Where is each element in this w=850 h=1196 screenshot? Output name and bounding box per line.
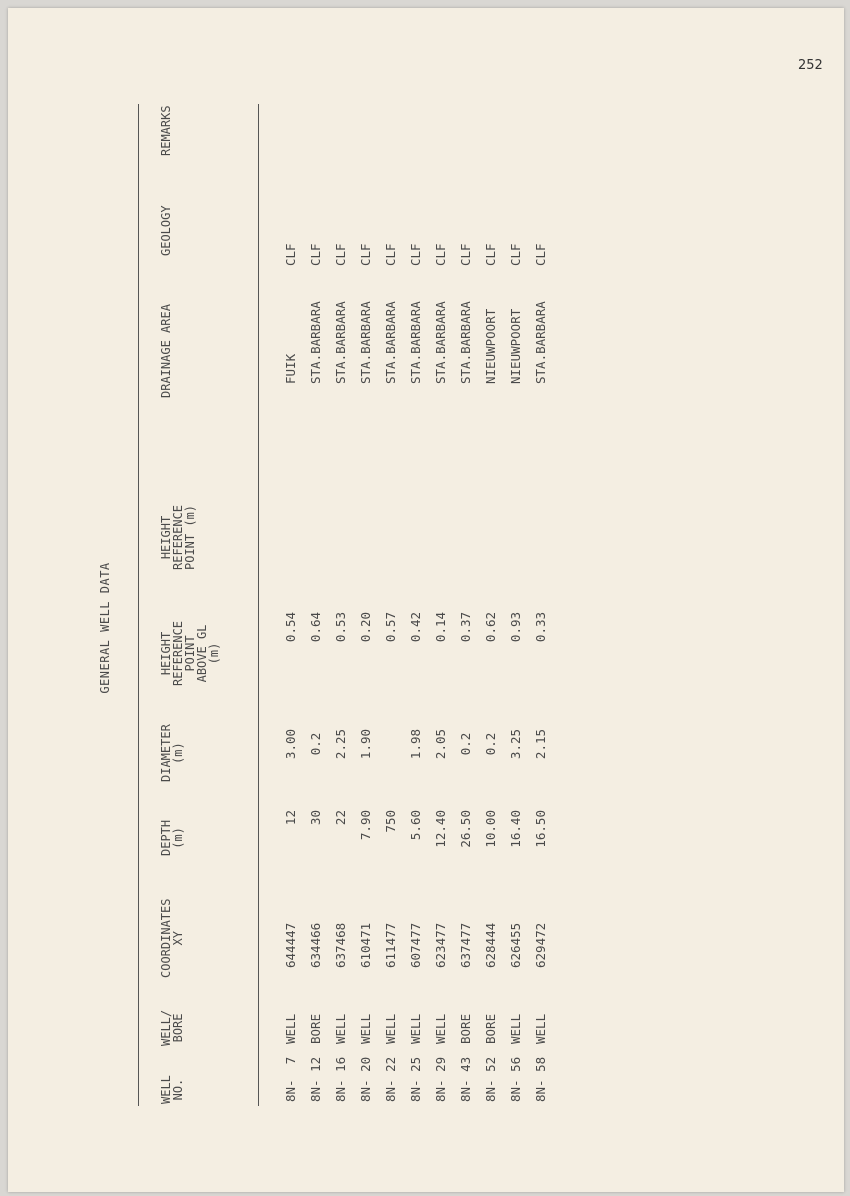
cell-diameter: 0.2 — [308, 732, 323, 756]
cell-well-no: 8N- 52 — [483, 1056, 498, 1102]
cell-coordinates: 634466 — [308, 922, 323, 968]
cell-well-bore: BORE — [458, 1013, 473, 1044]
cell-drainage-area: STA.BARBARA — [383, 301, 398, 384]
cell-drainage-area: STA.BARBARA — [433, 301, 448, 384]
cell-height-gl: 0.42 — [408, 611, 423, 643]
cell-coordinates: 628444 — [483, 922, 498, 968]
cell-diameter: 1.90 — [358, 728, 373, 760]
cell-geology: CLF — [533, 243, 548, 266]
cell-well-bore: WELL — [508, 1013, 523, 1044]
cell-height-gl: 0.14 — [433, 611, 448, 643]
cell-depth: 7.90 — [358, 810, 373, 841]
cell-drainage-area: STA.BARBARA — [308, 301, 323, 384]
header-drainage-area: DRAINAGE AREA — [159, 304, 173, 398]
cell-diameter: 0.2 — [458, 732, 473, 756]
cell-well-no: 8N- 16 — [333, 1056, 348, 1102]
cell-geology: CLF — [408, 243, 423, 266]
cell-well-no: 8N- 20 — [358, 1056, 373, 1102]
header-depth: DEPTH (m) — [159, 819, 185, 856]
table-row — [484, 8, 498, 1192]
header-diameter: DIAMETER (m) — [159, 724, 185, 782]
header-height-gl: HEIGHT REFERENCE POINT ABOVE GL (m) — [159, 620, 221, 686]
cell-well-no: 8N- 58 — [533, 1056, 548, 1102]
cell-well-no: 8N- 56 — [508, 1056, 523, 1102]
table-row — [459, 8, 473, 1192]
table-row — [534, 8, 548, 1192]
cell-coordinates: 629472 — [533, 922, 548, 968]
cell-well-bore: WELL — [433, 1013, 448, 1044]
cell-well-bore: BORE — [308, 1013, 323, 1044]
table-row — [509, 8, 523, 1192]
cell-coordinates: 623477 — [433, 922, 448, 968]
table-row — [334, 8, 348, 1192]
rotated-table-area — [8, 8, 844, 1192]
cell-diameter: 2.25 — [333, 728, 348, 760]
table-row — [384, 8, 398, 1192]
cell-depth: 22 — [333, 810, 348, 826]
cell-coordinates: 644447 — [283, 922, 298, 968]
cell-geology: CLF — [433, 243, 448, 266]
cell-diameter: 2.05 — [433, 728, 448, 760]
header-top-rule — [138, 104, 139, 1106]
cell-depth: 750 — [383, 810, 398, 833]
cell-geology: CLF — [283, 243, 298, 266]
cell-well-bore: BORE — [483, 1013, 498, 1044]
cell-geology: CLF — [383, 243, 398, 266]
cell-depth: 30 — [308, 810, 323, 826]
header-bottom-rule — [258, 104, 259, 1106]
cell-drainage-area: STA.BARBARA — [358, 301, 373, 384]
cell-depth: 10.00 — [483, 810, 498, 848]
cell-height-gl: 0.37 — [458, 611, 473, 643]
cell-height-gl: 0.54 — [283, 611, 298, 643]
cell-well-no: 8N- 7 — [283, 1056, 298, 1102]
cell-drainage-area: NIEUWPOORT — [508, 308, 523, 384]
cell-drainage-area: FUIK — [283, 353, 298, 384]
header-geology: GEOLOGY — [159, 205, 173, 256]
cell-geology: CLF — [483, 243, 498, 266]
cell-depth: 16.40 — [508, 810, 523, 848]
cell-drainage-area: NIEUWPOORT — [483, 308, 498, 384]
cell-coordinates: 607477 — [408, 922, 423, 968]
document-page — [8, 8, 844, 1192]
cell-height-gl: 0.33 — [533, 611, 548, 643]
table-row — [434, 8, 448, 1192]
cell-height-gl: 0.53 — [333, 611, 348, 643]
header-remarks: REMARKS — [159, 105, 173, 156]
cell-coordinates: 637477 — [458, 922, 473, 968]
cell-drainage-area: STA.BARBARA — [408, 301, 423, 384]
cell-geology: CLF — [333, 243, 348, 266]
cell-depth: 12.40 — [433, 810, 448, 848]
cell-well-no: 8N- 25 — [408, 1056, 423, 1102]
header-well-bore: WELL/ BORE — [159, 1009, 185, 1046]
cell-drainage-area: STA.BARBARA — [458, 301, 473, 384]
table-row — [309, 8, 323, 1192]
cell-geology: CLF — [508, 243, 523, 266]
header-height-ref: HEIGHT REFERENCE POINT (m) — [159, 504, 197, 570]
cell-depth: 5.60 — [408, 810, 423, 841]
cell-coordinates: 611477 — [383, 922, 398, 968]
cell-well-bore: WELL — [533, 1013, 548, 1044]
header-well-no: WELL NO. — [159, 1075, 185, 1104]
cell-well-bore: WELL — [383, 1013, 398, 1044]
cell-geology: CLF — [308, 243, 323, 266]
cell-well-no: 8N- 43 — [458, 1056, 473, 1102]
cell-height-gl: 0.62 — [483, 611, 498, 643]
cell-diameter: 3.00 — [283, 728, 298, 760]
cell-depth: 16.50 — [533, 810, 548, 848]
cell-well-bore: WELL — [408, 1013, 423, 1044]
header-coordinates: COORDINATES XY — [159, 898, 185, 978]
cell-well-bore: WELL — [333, 1013, 348, 1044]
cell-well-bore: WELL — [358, 1013, 373, 1044]
table-row — [359, 8, 373, 1192]
cell-height-gl: 0.57 — [383, 611, 398, 643]
cell-coordinates: 610471 — [358, 922, 373, 968]
cell-coordinates: 626455 — [508, 922, 523, 968]
table-row — [284, 8, 298, 1192]
cell-diameter: 3.25 — [508, 728, 523, 760]
cell-well-no: 8N- 12 — [308, 1056, 323, 1102]
cell-height-gl: 0.64 — [308, 611, 323, 643]
table-title: GENERAL WELL DATA — [98, 562, 112, 694]
cell-depth: 26.50 — [458, 810, 473, 848]
cell-depth: 12 — [283, 810, 298, 826]
cell-well-bore: WELL — [283, 1013, 298, 1044]
cell-height-gl: 0.20 — [358, 611, 373, 643]
page-number: 252 — [798, 58, 823, 73]
table-row — [409, 8, 423, 1192]
cell-well-no: 8N- 22 — [383, 1056, 398, 1102]
cell-drainage-area: STA.BARBARA — [333, 301, 348, 384]
cell-well-no: 8N- 29 — [433, 1056, 448, 1102]
cell-geology: CLF — [458, 243, 473, 266]
cell-diameter: 1.98 — [408, 728, 423, 760]
cell-diameter: 0.2 — [483, 732, 498, 756]
cell-drainage-area: STA.BARBARA — [533, 301, 548, 384]
cell-height-gl: 0.93 — [508, 611, 523, 643]
cell-diameter: 2.15 — [533, 728, 548, 760]
cell-coordinates: 637468 — [333, 922, 348, 968]
cell-geology: CLF — [358, 243, 373, 266]
